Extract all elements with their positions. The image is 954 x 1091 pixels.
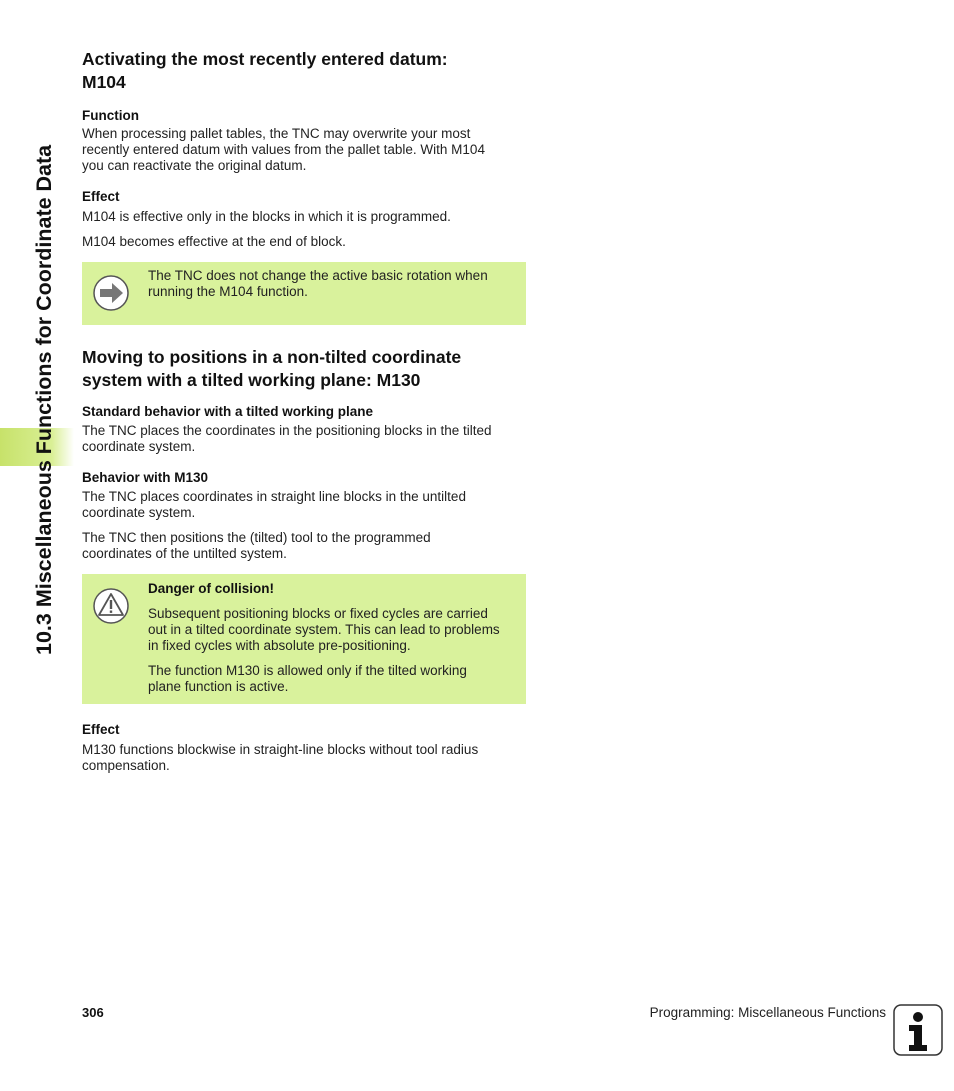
warning-text	[148, 580, 520, 695]
function-line: recently entered datum with values from the pallet table. With M104	[82, 142, 485, 157]
m130-heading-line2: system with a tilted working plane: M130	[82, 370, 421, 390]
m130-heading	[82, 346, 526, 392]
m104-heading	[82, 48, 526, 94]
warning-triangle-icon	[92, 587, 130, 630]
behavior-line: coordinates of the untilted system.	[82, 546, 287, 561]
function-paragraph	[82, 126, 526, 174]
warning-line: Subsequent positioning blocks or fixed cycles are carried	[148, 606, 488, 621]
m104-heading-line1: Activating the most recently entered datum:	[82, 49, 448, 69]
standard-line: coordinate system.	[82, 439, 196, 454]
m104-effect-paragraph-2: M104 becomes effective at the end of block.	[82, 234, 346, 249]
page-number: 306	[82, 1005, 104, 1020]
arrow-right-icon	[92, 274, 130, 317]
function-line: When processing pallet tables, the TNC may overwrite your most	[82, 126, 471, 141]
warning-line: out in a tilted coordinate system. This can lead to problems	[148, 622, 500, 637]
warning-line: The function M130 is allowed only if the tilted working	[148, 663, 467, 678]
standard-behavior-heading: Standard behavior with a tilted working plane	[82, 404, 374, 419]
function-heading: Function	[82, 108, 139, 123]
note-text	[148, 268, 520, 300]
behavior-paragraph-2	[82, 530, 526, 562]
warning-paragraph-2	[148, 663, 520, 695]
info-icon	[893, 1004, 943, 1056]
effect-line: compensation.	[82, 758, 170, 773]
m130-effect-paragraph	[82, 742, 526, 774]
m104-heading-line2: M104	[82, 72, 126, 92]
behavior-line: The TNC places coordinates in straight line blocks in the untilted	[82, 489, 466, 504]
m130-effect-heading: Effect	[82, 722, 120, 737]
warning-title: Danger of collision!	[148, 581, 275, 596]
function-line: you can reactivate the original datum.	[82, 158, 307, 173]
m104-effect-heading: Effect	[82, 189, 120, 204]
m104-effect-paragraph-1: M104 is effective only in the blocks in which it is programmed.	[82, 209, 451, 224]
m130-heading-line1: Moving to positions in a non-tilted coordinate	[82, 347, 462, 367]
chapter-side-title: 10.3 Miscellaneous Functions for Coordinate Data	[32, 144, 56, 655]
footer-chapter-title: Programming: Miscellaneous Functions	[649, 1005, 886, 1020]
page-content	[82, 48, 526, 774]
standard-behavior-paragraph	[82, 423, 526, 455]
behavior-paragraph-1	[82, 489, 526, 521]
warning-line: plane function is active.	[148, 679, 289, 694]
effect-line: M130 functions blockwise in straight-line blocks without tool radius	[82, 742, 479, 757]
warning-line: in fixed cycles with absolute pre-positioning.	[148, 638, 411, 653]
note-box	[82, 262, 526, 325]
behavior-line: The TNC then positions the (tilted) tool to the programmed	[82, 530, 431, 545]
behavior-line: coordinate system.	[82, 505, 196, 520]
note-line: The TNC does not change the active basic rotation when	[148, 268, 488, 283]
warning-paragraph-1	[148, 606, 520, 654]
note-line: running the M104 function.	[148, 284, 308, 299]
behavior-m130-heading: Behavior with M130	[82, 470, 209, 485]
warning-box	[82, 574, 526, 704]
standard-line: The TNC places the coordinates in the positioning blocks in the tilted	[82, 423, 492, 438]
